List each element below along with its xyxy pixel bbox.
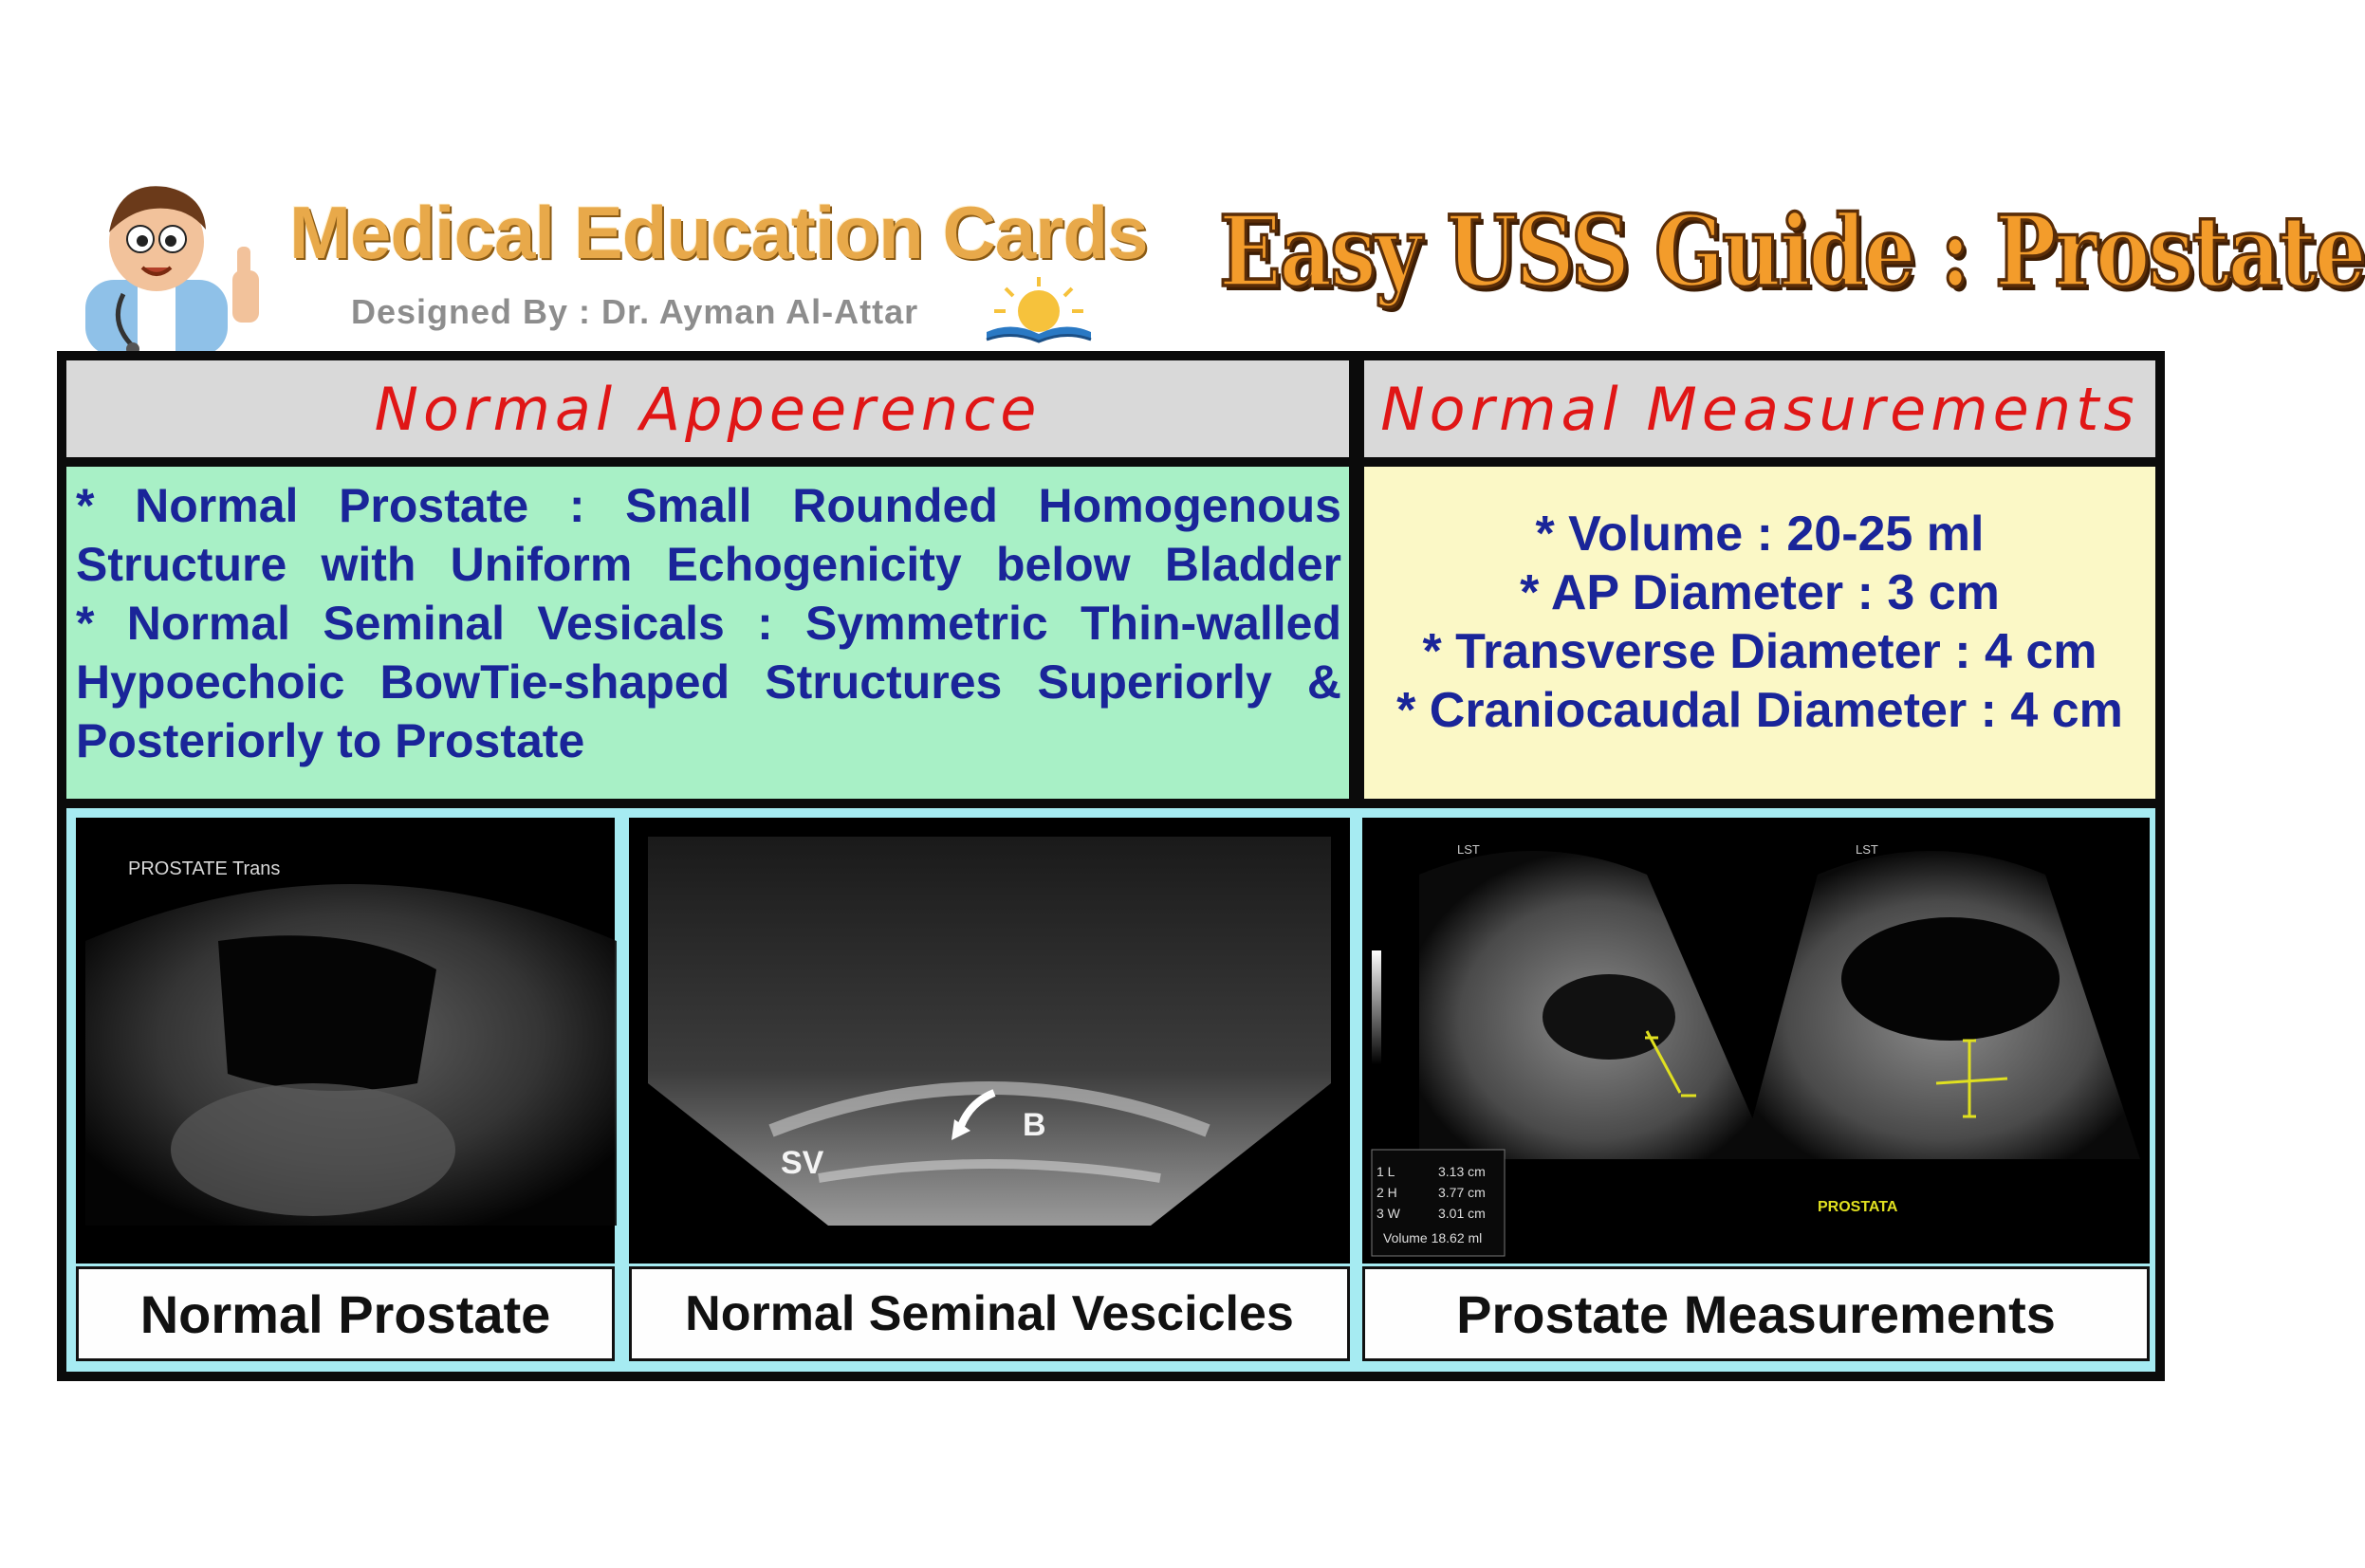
normal-seminal-vesicles-caption: Normal Seminal Vescicles [629,1266,1350,1361]
brand-title: Medical Education Cards [289,191,1148,274]
appearance-line: Posteriorly to Prostate [76,714,585,767]
b-label: B [1023,1107,1046,1143]
appearance-heading: Normal Appeerence [66,360,1349,457]
appearance-line: * Normal Prostate : Small Rounded Homogenous [76,479,1341,532]
doctor-mascot-illustration [66,180,280,356]
ap-diameter-measure: * AP Diameter : 3 cm [1520,565,2000,620]
meas-row-id: 1 L [1377,1164,1395,1179]
sv-label: SV [781,1145,824,1181]
appearance-line: Structure with Uniform Echogenicity below Bladder [76,538,1341,591]
measurements-heading: Normal Measurements [1364,360,2155,457]
brand-subtitle: Designed By : Dr. Ayman Al-Attar [351,292,919,331]
seminal-vesicles-ultrasound-image [629,818,1350,1264]
lst-label-left: LST [1457,842,1480,857]
appearance-line: Hypoechoic BowTie-shaped Structures Superiorly & [76,655,1341,709]
prostate-trans-label: PROSTATE Trans [128,858,281,879]
meas-row-value: 3.01 cm [1438,1206,1486,1221]
transverse-diameter-measure: * Transverse Diameter : 4 cm [1422,624,2097,679]
meas-row-id: 2 H [1377,1185,1397,1200]
appearance-line: * Normal Seminal Vesicals : Symmetric Thin-walled [76,597,1341,650]
measurements-text-panel [1364,467,2155,799]
book-sun-logo-icon [977,275,1100,351]
craniocaudal-diameter-measure: * Craniocaudal Diameter : 4 cm [1396,683,2123,738]
lst-label-right: LST [1856,842,1878,857]
volume-readout: Volume 18.62 ml [1383,1230,1483,1245]
prostate-measurement-ultrasound-image [1362,818,2150,1264]
meas-row-id: 3 W [1377,1206,1400,1221]
prostate-ultrasound-image [76,818,615,1264]
guide-title: Easy USS Guide : Prostate [1219,194,2365,310]
appearance-text-panel [66,467,1349,799]
prostata-label: PROSTATA [1818,1199,1898,1215]
normal-prostate-caption: Normal Prostate [76,1266,615,1361]
prostate-measurements-caption: Prostate Measurements [1362,1266,2150,1361]
meas-row-value: 3.13 cm [1438,1164,1486,1179]
meas-row-value: 3.77 cm [1438,1185,1486,1200]
volume-measure: * Volume : 20-25 ml [1535,507,1985,562]
